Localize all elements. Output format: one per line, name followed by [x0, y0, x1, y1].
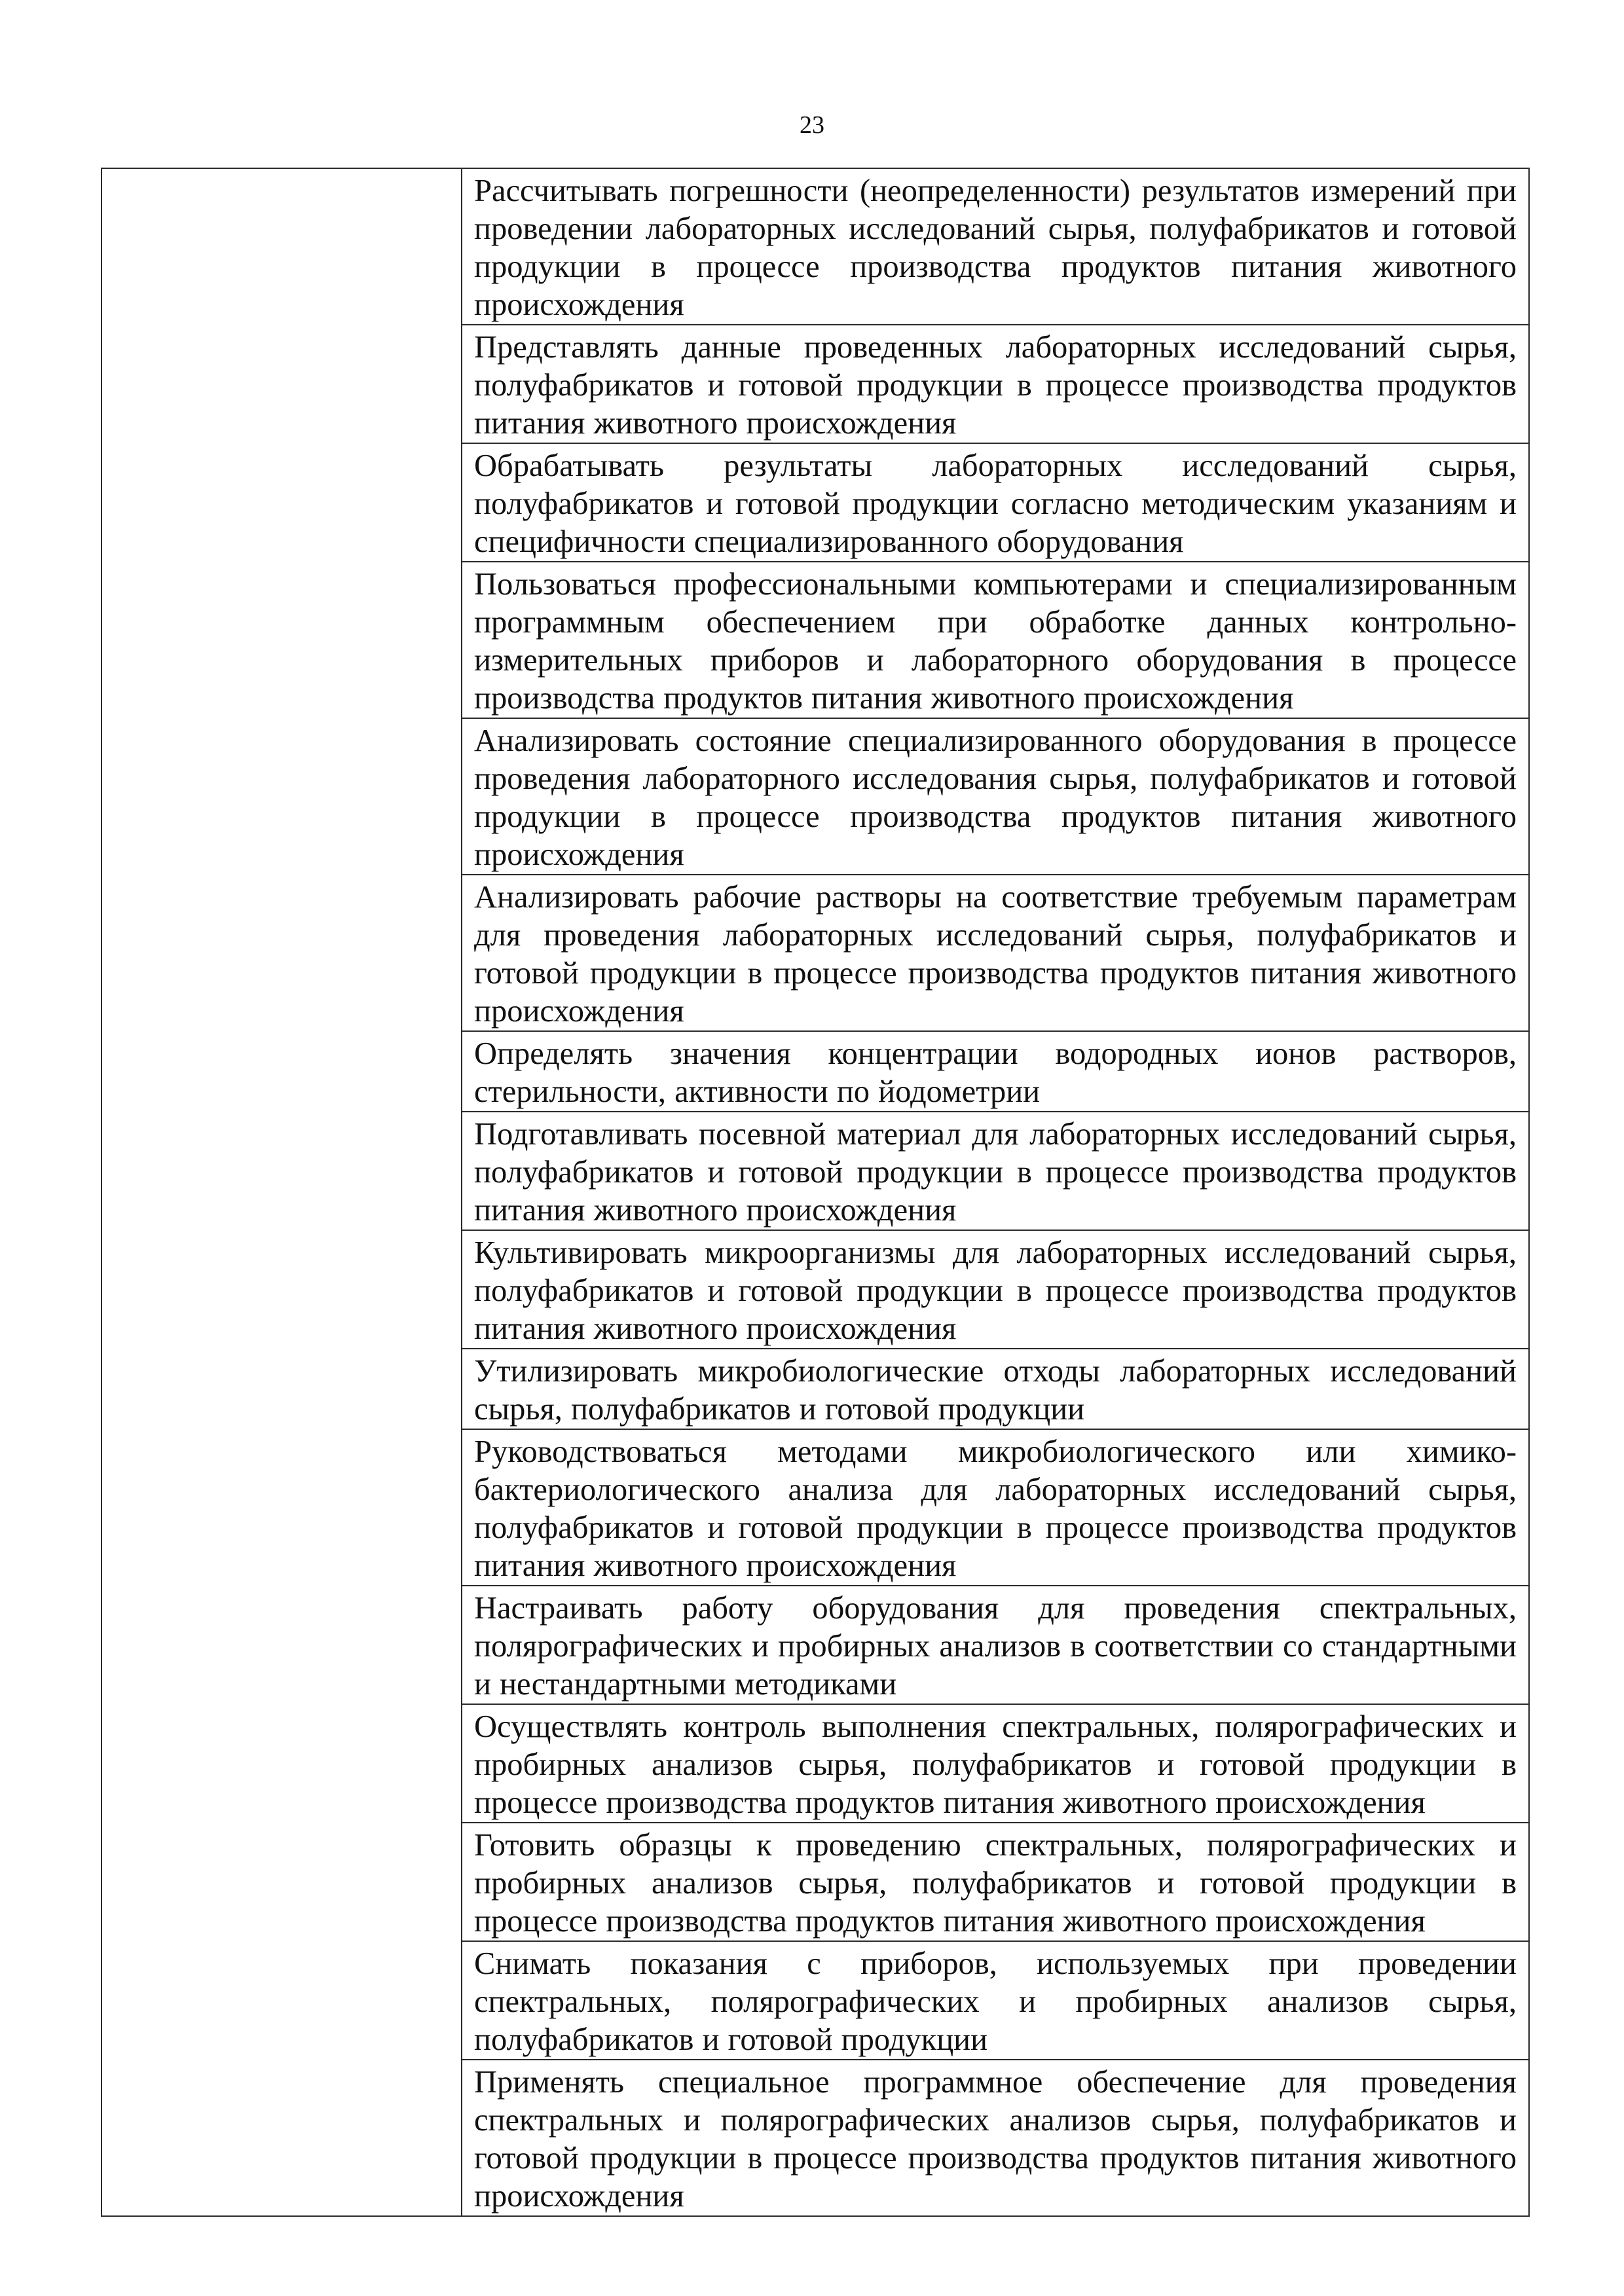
skill-text: Определять значения концентрации водородных ионов растворов, стерильности, активности по йодометрии [474, 1036, 1517, 1109]
skill-text: Культивировать микроорганизмы для лабораторных исследований сырья, полуфабрикатов и готовой продукции в процессе производства продуктов питания животного происхождения [474, 1235, 1517, 1346]
skill-text: Представлять данные проведенных лабораторных исследований сырья, полуфабрикатов и готовой продукции в процессе производства продуктов питания животного происхождения [474, 330, 1517, 441]
left-empty-cell [101, 168, 462, 2216]
skill-cell [462, 1941, 1529, 2060]
skill-cell [462, 443, 1529, 562]
skill-text: Руководствоваться методами микробиологического или химико-бактериологического анализа для лабораторных исследований сырья, полуфабрикатов и готовой продукции в процессе производства продуктов питания животного происхождения [474, 1434, 1517, 1583]
skill-text: Подготавливать посевной материал для лабораторных исследований сырья, полуфабрикатов и готовой продукции в процессе производства продуктов питания животного происхождения [474, 1117, 1517, 1228]
skill-text: Утилизировать микробиологические отходы лабораторных исследований сырья, полуфабрикатов и готовой продукции [474, 1354, 1517, 1427]
skill-cell [462, 1429, 1529, 1586]
skill-text: Готовить образцы к проведению спектральных, полярографических и пробирных анализов сырья, полуфабрикатов и готовой продукции в процессе производства продуктов питания животного происхождения [474, 1828, 1517, 1939]
skill-text: Анализировать рабочие растворы на соответствие требуемым параметрам для проведения лабораторных исследований сырья, полуфабрикатов и готовой продукции в процессе производства продуктов питания животного происхождения [474, 880, 1517, 1029]
skill-cell [462, 875, 1529, 1031]
skill-cell [462, 718, 1529, 875]
skill-text: Применять специальное программное обеспечение для проведения спектральных и полярографических анализов сырья, полуфабрикатов и готовой продукции в процессе производства продуктов питания животного происхождения [474, 2065, 1517, 2214]
skill-cell [462, 2060, 1529, 2216]
skill-cell [462, 562, 1529, 718]
skill-cell [462, 1230, 1529, 1349]
page-number: 23 [800, 111, 824, 139]
skills-table [101, 168, 1530, 2217]
skill-text: Обрабатывать результаты лабораторных исследований сырья, полуфабрикатов и готовой продукции согласно методическим указаниям и специфичности специализированного оборудования [474, 448, 1517, 559]
skill-text: Анализировать состояние специализированного оборудования в процессе проведения лабораторного исследования сырья, полуфабрикатов и готовой продукции в процессе производства продуктов питания животного происхождения [474, 723, 1517, 872]
skill-cell [462, 1823, 1529, 1941]
skill-text: Осуществлять контроль выполнения спектральных, полярографических и пробирных анализов сырья, полуфабрикатов и готовой продукции в процессе производства продуктов питания животного происхождения [474, 1709, 1517, 1820]
skill-text: Пользоваться профессиональными компьютерами и специализированным программным обеспечением при обработке данных контрольно-измерительных приборов и лабораторного оборудования в процессе производства продуктов питания животного происхождения [474, 567, 1517, 716]
skill-text: Рассчитывать погрешности (неопределенности) результатов измерений при проведении лабораторных исследований сырья, полуфабрикатов и готовой продукции в процессе производства продуктов питания животного происхождения [474, 173, 1517, 322]
skill-cell [462, 325, 1529, 443]
skill-text: Настраивать работу оборудования для проведения спектральных, полярографических и пробирных анализов в соответствии со стандартными и нестандартными методиками [474, 1591, 1517, 1702]
skill-cell [462, 1586, 1529, 1704]
skill-cell [462, 1031, 1529, 1112]
skill-text: Снимать показания с приборов, используемых при проведении спектральных, полярографических и пробирных анализов сырья, полуфабрикатов и готовой продукции [474, 1946, 1517, 2057]
table-row [101, 168, 1529, 325]
skill-cell [462, 168, 1529, 325]
skill-cell [462, 1704, 1529, 1823]
skill-cell [462, 1349, 1529, 1429]
skill-cell [462, 1112, 1529, 1230]
